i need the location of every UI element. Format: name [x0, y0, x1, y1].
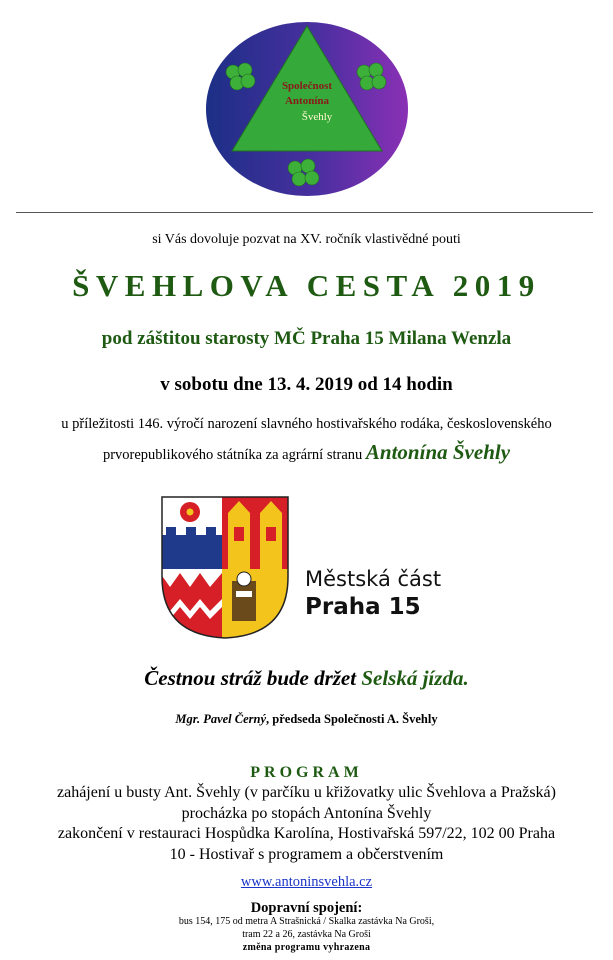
- district-name: Městská část: [305, 567, 442, 591]
- transport-line-1: bus 154, 175 od metra A Strašnická / Skalka zastávka Na Groši,: [178, 916, 435, 927]
- logo-text-line2: Antonína: [284, 95, 330, 107]
- program-item: zahájení u busty Ant. Švehly (v parčíku u křižovatky ulic Švehlova a Pražská): [57, 784, 556, 801]
- program-change-notice: změna programu vyhrazena: [242, 942, 371, 953]
- signature-role: , předseda Společnosti A. Švehly: [266, 712, 438, 726]
- program-heading: PROGRAM: [250, 764, 363, 781]
- program-item: procházka po stopách Antonína Švehly: [181, 805, 432, 822]
- event-title: ŠVEHLOVA CESTA 2019: [72, 268, 541, 303]
- divider-line: [16, 212, 593, 213]
- signature-name: Mgr. Pavel Černý: [175, 712, 267, 726]
- website-link[interactable]: www.antoninsvehla.cz: [240, 874, 373, 890]
- occasion-line-1: u příležitosti 146. výročí narození slavného hostivařského rodáka, československého: [61, 416, 552, 432]
- honor-guard-highlight: Selská jízda.: [361, 666, 469, 690]
- society-logo: [205, 20, 410, 198]
- praha15-coat-of-arms-icon: [160, 495, 290, 640]
- event-date: v sobotu dne 13. 4. 2019 od 14 hodin: [160, 374, 453, 395]
- program-item: 10 - Hostivař s programem a občerstvením: [169, 846, 444, 863]
- occasion-line-2: [0, 440, 613, 465]
- invite-text: si Vás dovoluje pozvat na XV. ročník vlastivědné pouti: [152, 232, 461, 247]
- occasion-name: Antonína Švehly: [365, 440, 511, 464]
- transport-heading: Dopravní spojení:: [250, 900, 363, 916]
- patronage-line: pod záštitou starosty MČ Praha 15 Milana Wenzla: [101, 328, 512, 349]
- district-praha: Praha 15: [305, 594, 421, 620]
- honor-guard-line: [0, 666, 613, 691]
- program-item: zakončení v restauraci Hospůdka Karolína, Hostivařská 597/22, 102 00 Praha: [57, 825, 556, 842]
- logo-text-line1: Společnost: [281, 80, 333, 92]
- logo-text-line3: Švehly: [301, 111, 333, 123]
- honor-guard-text: Čestnou stráž bude držet: [144, 666, 357, 690]
- transport-line-2: tram 22 a 26, zastávka Na Groši: [242, 929, 371, 940]
- occasion-text: prvorepublikového státníka za agrární stranu: [102, 447, 363, 463]
- signature: [0, 712, 613, 727]
